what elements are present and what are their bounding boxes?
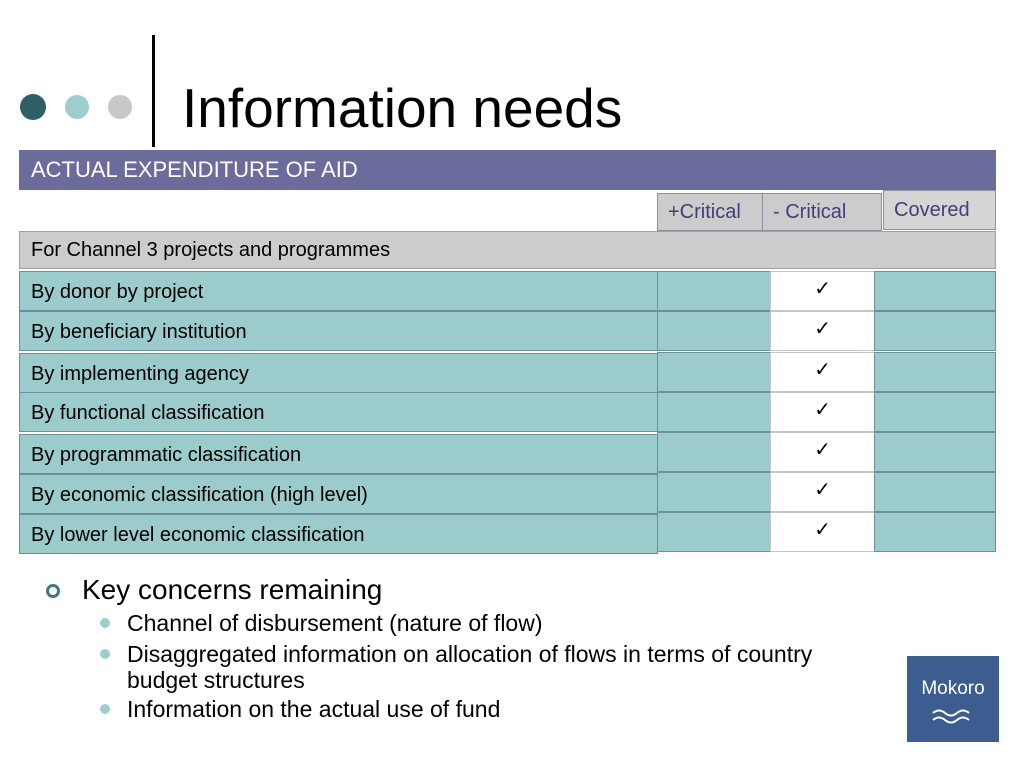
bullet-dot-icon: [100, 618, 110, 628]
group-label: For Channel 3 projects and programmes: [19, 231, 996, 269]
covered-cell: [874, 352, 996, 392]
title-divider: [152, 35, 155, 147]
sub-bullet: Disaggregated information on allocation of flows in terms of country budget structures: [127, 641, 813, 693]
non-critical-cell: ✓: [770, 432, 875, 472]
non-critical-cell: ✓: [770, 352, 875, 392]
sub-bullet: Channel of disbursement (nature of flow): [127, 610, 543, 636]
critical-cell: [657, 472, 771, 512]
non-critical-cell: ✓: [770, 472, 875, 512]
non-critical-cell: ✓: [770, 271, 875, 311]
covered-cell: [874, 472, 996, 512]
decor-dot-dark: [20, 94, 46, 120]
slide-title: Information needs: [182, 77, 623, 139]
covered-cell: [874, 271, 996, 311]
waves-icon: [929, 704, 977, 728]
critical-cell: [657, 432, 771, 472]
bullet-dot-icon: [100, 704, 110, 714]
bullet-dot-icon: [100, 649, 110, 659]
table-row-label: By economic classification (high level): [19, 474, 658, 514]
critical-cell: [657, 271, 771, 311]
table-header: ACTUAL EXPENDITURE OF AID: [19, 150, 996, 190]
non-critical-cell: ✓: [770, 512, 875, 552]
sub-bullet: Information on the actual use of fund: [127, 696, 501, 722]
decor-dot-teal: [65, 95, 89, 119]
table-row-label: By functional classification: [19, 392, 658, 432]
column-header-critical: +Critical: [657, 193, 763, 231]
column-header-covered: Covered: [883, 190, 996, 230]
mokoro-logo: [907, 656, 999, 742]
covered-cell: [874, 512, 996, 552]
main-bullet: Key concerns remaining: [82, 574, 383, 605]
covered-cell: [874, 392, 996, 432]
critical-cell: [657, 392, 771, 432]
table-row-label: By beneficiary institution: [19, 311, 658, 351]
table-row-label: By donor by project: [19, 271, 658, 311]
bullet-ring-icon: [46, 584, 60, 598]
covered-cell: [874, 311, 996, 351]
non-critical-cell: ✓: [770, 392, 875, 432]
table-row-label: By implementing agency: [19, 353, 658, 393]
logo-text: Mokoro: [921, 678, 985, 699]
non-critical-cell: ✓: [770, 311, 875, 351]
decor-dot-grey: [108, 95, 132, 119]
critical-cell: [657, 512, 771, 552]
critical-cell: [657, 311, 771, 351]
covered-cell: [874, 432, 996, 472]
critical-cell: [657, 352, 771, 392]
table-row-label: By lower level economic classification: [19, 514, 658, 554]
column-header-non-critical: - Critical: [762, 193, 882, 231]
table-row-label: By programmatic classification: [19, 434, 658, 474]
